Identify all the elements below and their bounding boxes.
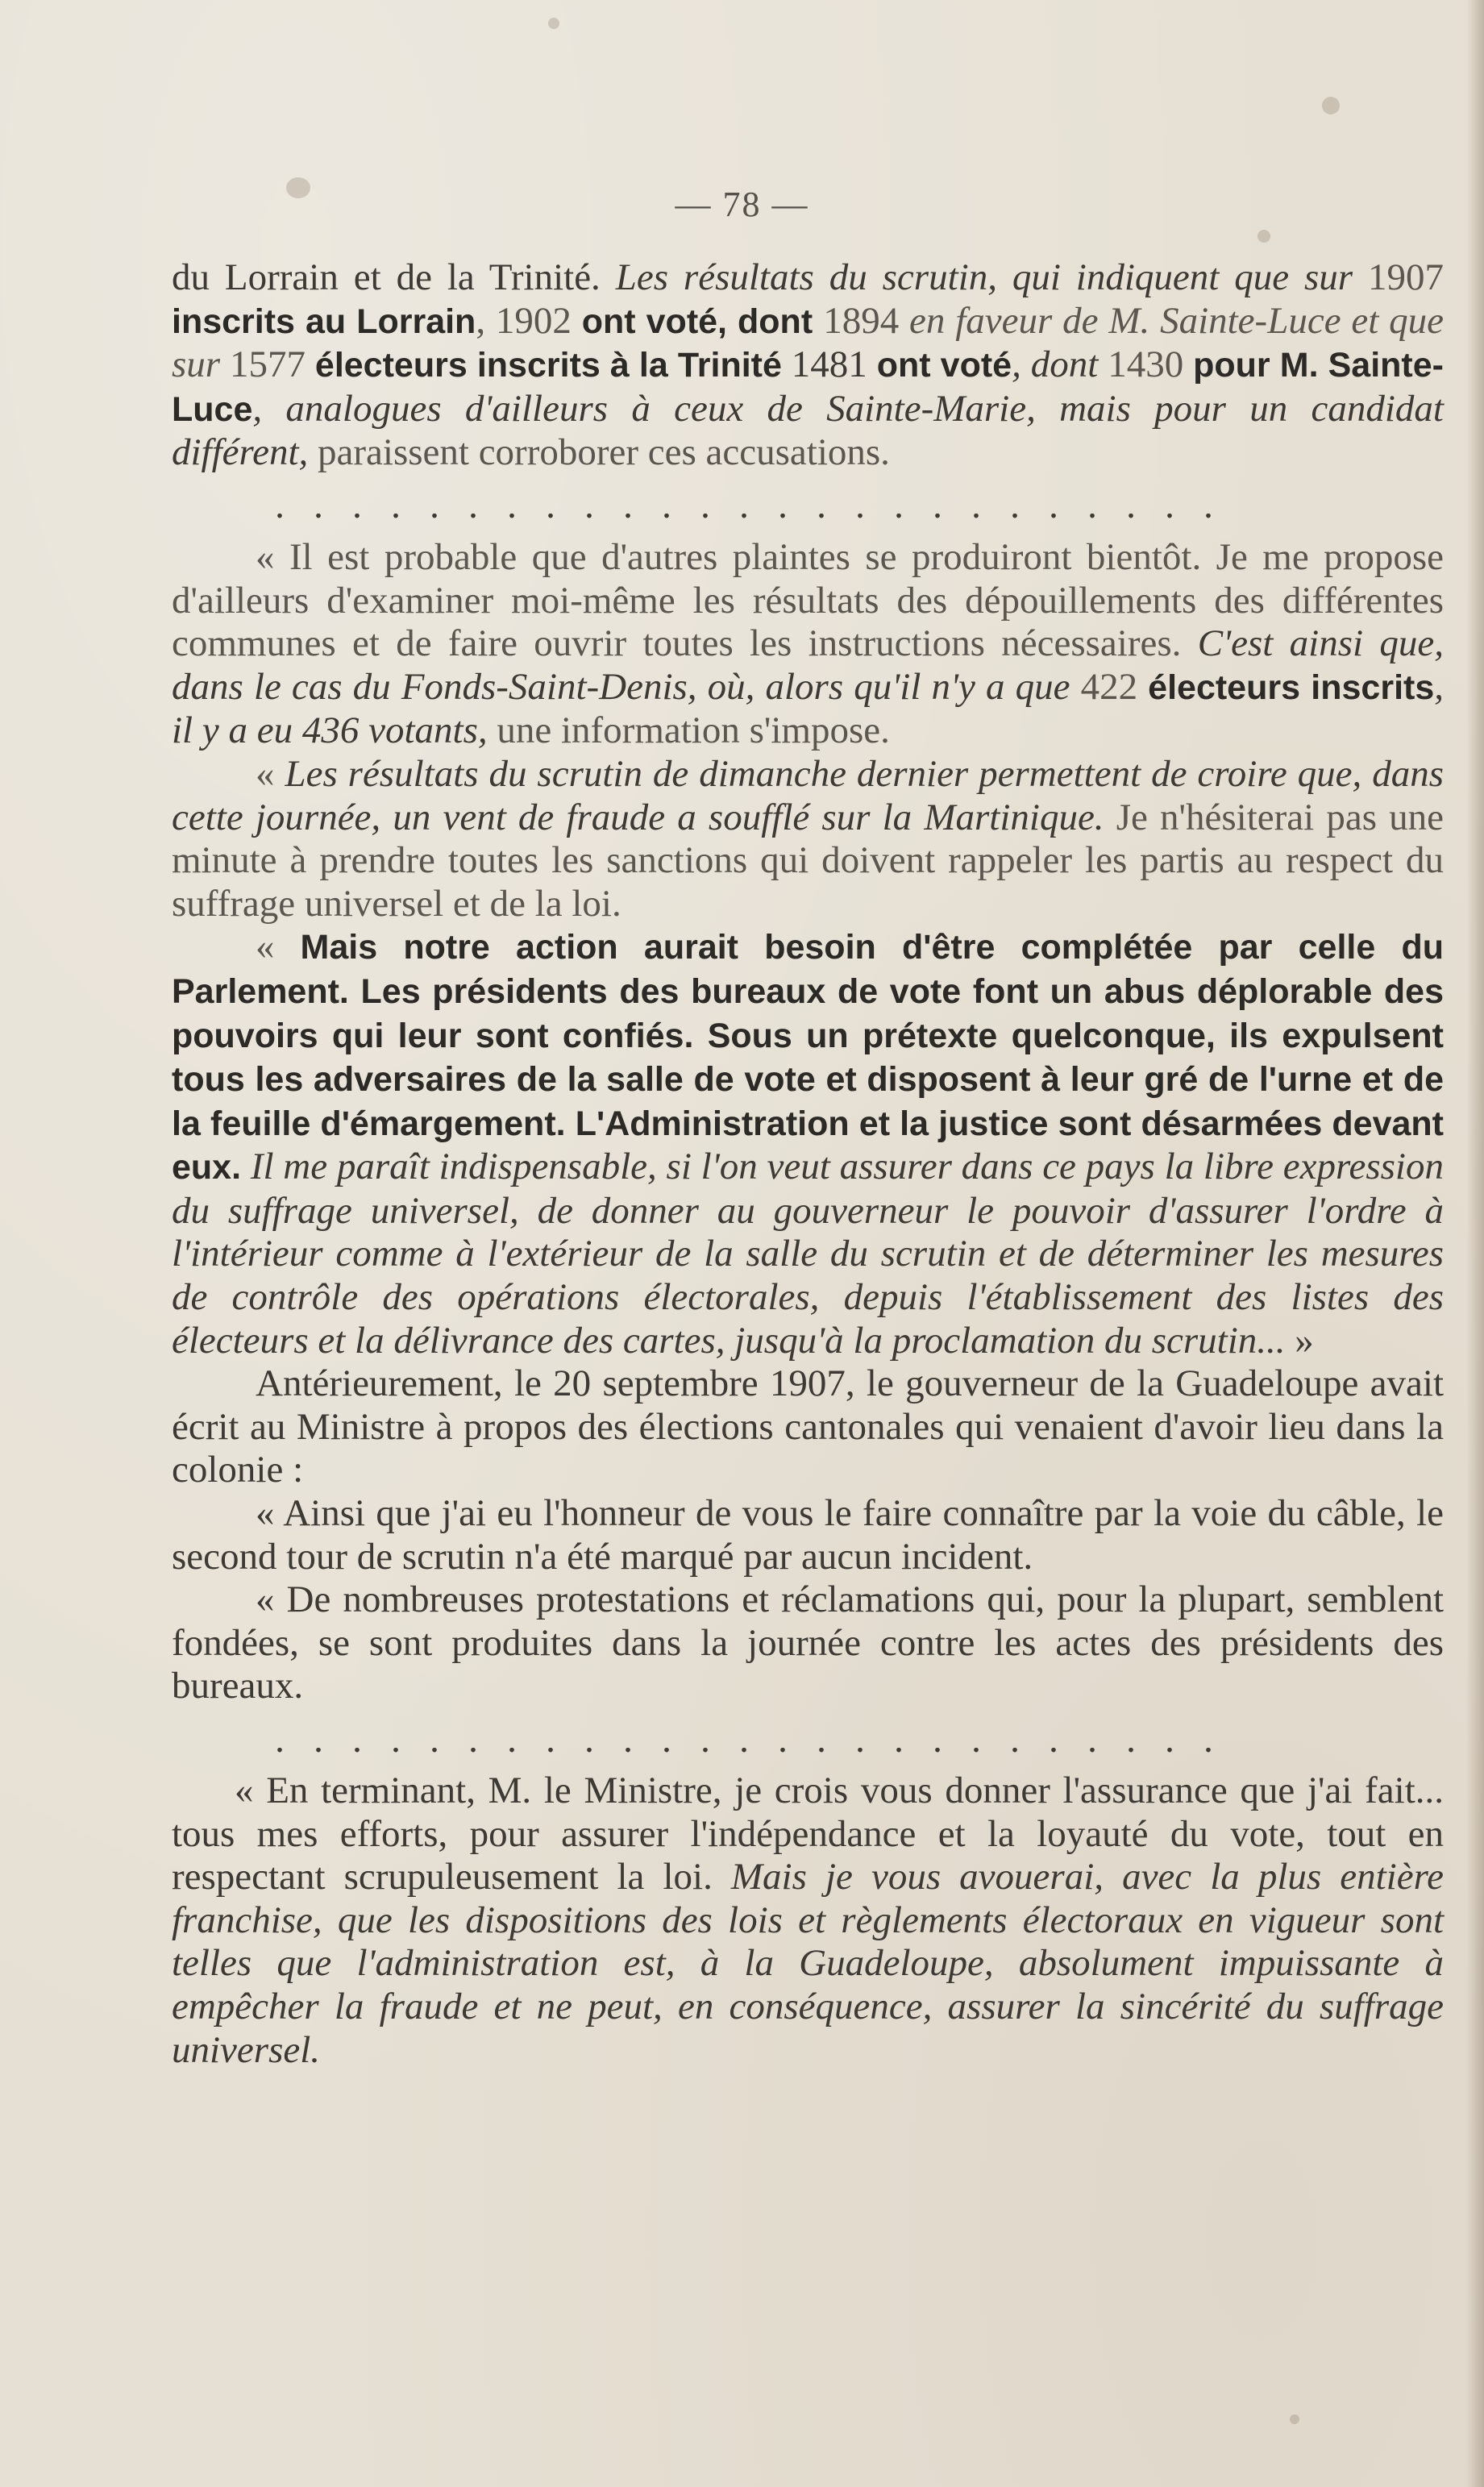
italic-run: en faveur de M. Sainte-Luce et que sur [172, 299, 1445, 386]
number-run: 1894 [823, 299, 910, 342]
bold-run: électeurs inscrits [1148, 667, 1435, 707]
quote-mark: « [256, 752, 285, 795]
bold-run: ont voté, dont [581, 302, 824, 341]
bold-run: ont voté [876, 346, 1012, 385]
text-run: « Il est probable que d'autres plaintes se produiront bientôt. Je me propose d'ailleurs d'examiner moi-même les résultats des dépouillements des différentes communes et de faire ouvrir toutes les instructions nécessaires. [172, 535, 1444, 665]
number-run: 1430 [1108, 343, 1194, 386]
paper-speck [1257, 230, 1270, 243]
italic-run: , analogues d'ailleurs à ceux de Sainte-Marie, mais pour un candidat différent, [172, 387, 1444, 474]
bold-run: électeurs inscrits à la Trinité [314, 346, 782, 385]
number-run: 1577 [230, 343, 315, 386]
ellipsis-dots [172, 1708, 1444, 1770]
number-run: , 1902 [476, 299, 582, 342]
text-run: Antérieurement, le 20 septembre 1907, le gouverneur de la Guadeloupe avait écrit au Ministre à propos des élections cantonales qui venaient d'avoir lieu dans la colonie : [172, 1362, 1444, 1491]
italic-run: Il me paraît indispensable, si l'on veut assurer dans ce pays la libre expression du suffrage universel, de donner au gouverneur le pouvoir d'assurer l'ordre à l'intérieur comme à l'extérieur de la salle du scrutin et de déterminer les mesures de contrôle des opérations électorales, depuis l'établissement des listes des électeurs et la délivrance des cartes, jusqu'à la proclamation du scrutin... [172, 1146, 1444, 1362]
text-run: « En terminant, M. le Ministre, je crois vous donner l'assurance que j'ai fait... tous mes efforts, pour assurer l'indépendance et la loyauté du vote, tout en respectant scrupuleusement la loi. [172, 1770, 1444, 1899]
paragraph-7 [172, 1578, 1444, 1708]
number-run: 1481 [781, 343, 877, 386]
paper-speck [548, 18, 559, 29]
quote-mark: » [1285, 1319, 1314, 1362]
paragraph-1 [172, 256, 1444, 475]
paper-speck [1322, 97, 1340, 114]
text-run: une information s'impose. [487, 709, 890, 752]
paper-speck [1290, 2414, 1299, 2424]
italic-run: Les résultats du scrutin de dimanche dernier permettent de croire que, dans cette journée, un vent de fraude a soufflé sur la Martinique. [172, 752, 1445, 838]
page-edge-shadow [1466, 0, 1484, 2487]
page-number: — 78 — [675, 185, 809, 224]
paragraph-3 [172, 753, 1444, 925]
italic-run: C'est ainsi que, dans le cas du Fonds-Saint-Denis, où, alors qu'il n'y a que [172, 622, 1444, 708]
text-run: paraissent corroborer ces accusations. [308, 431, 890, 474]
italic-run: , dont [1012, 343, 1108, 386]
paragraph-8 [172, 1770, 1444, 2072]
dots-row: . . . . . . . . . . . . . . . . . . . . . . . . . [275, 484, 1223, 527]
paragraph-4 [172, 925, 1444, 1362]
bold-run: pour M. Sainte-Luce [172, 346, 1444, 429]
dots-row: . . . . . . . . . . . . . . . . . . . . . . . . . [275, 1717, 1223, 1761]
ellipsis-dots [172, 475, 1444, 536]
italic-run: Les résultats du scrutin, qui indiquent que sur [615, 256, 1369, 298]
bold-run: Mais notre action aurait besoin d'être complétée par celle du Parlement. Les présidents des bureaux de vote font un abus déplorable des pouvoirs qui leur sont confiés. Sous un prétexte quelconque, ils expulsent tous les adversaires de la salle de vote et disposent à leur gré de l'urne et de la feuille d'émargement. L'Administration et la justice sont désarmées devant eux. [172, 928, 1445, 1187]
number-run: 1907 [1368, 256, 1445, 298]
italic-run: Mais je vous avouerai, avec la plus entière franchise, que les dispositions des lois et règlements électoraux en vigueur sont telles que l'administration est, à la Guadeloupe, absolument impuissante à empêcher la fraude et ne peut, en conséquence, assurer la sincérité du suffrage universel. [172, 1856, 1444, 2071]
text-run: Je n'hésiterai pas une minute à prendre toutes les sanctions qui doivent rappeler les partis au respect du suffrage universel et de la loi. [172, 796, 1444, 925]
quote-mark: « [256, 925, 301, 968]
paragraph-6 [172, 1492, 1444, 1578]
number-run: 422 [1080, 665, 1149, 708]
italic-run: , il y a eu 436 votants, [172, 665, 1445, 752]
text-run: du Lorrain et de la Trinité. [172, 256, 616, 298]
text-run: « Ainsi que j'ai eu l'honneur de vous le faire connaître par la voie du câble, le second tour de scrutin n'a été marqué par aucun incident. [172, 1492, 1444, 1578]
bold-run: inscrits au Lorrain [172, 302, 476, 341]
text-run: « De nombreuses protestations et réclamations qui, pour la plupart, semblent fondées, se sont produites dans la journée contre les actes des présidents des bureaux. [172, 1578, 1444, 1707]
paragraph-5 [172, 1362, 1444, 1492]
body-text [172, 256, 1444, 2072]
paragraph-2 [172, 536, 1444, 753]
